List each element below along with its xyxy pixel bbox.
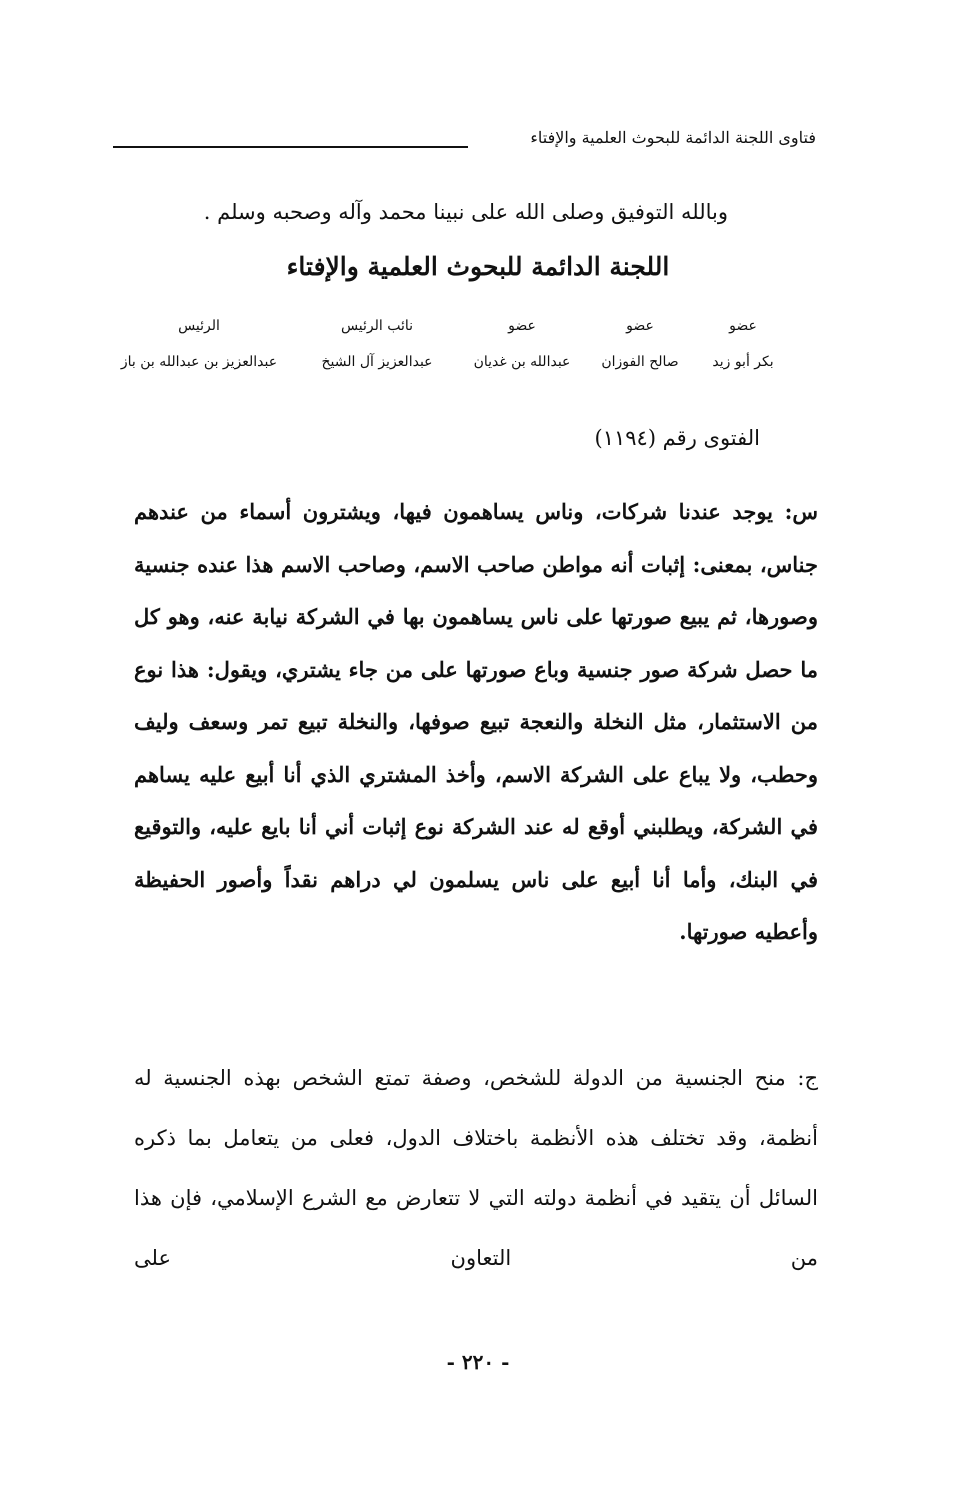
- fatwa-number: الفتوى رقم (١١٩٤): [594, 426, 760, 450]
- signatory-role: الرئيس: [178, 318, 220, 334]
- signatory-role: عضو: [626, 318, 654, 334]
- signatory-name: عبدالعزيز بن عبدالله بن باز: [120, 354, 278, 370]
- signatory-name: عبدالعزيز آل الشيخ: [321, 354, 433, 370]
- signatory-name: صالح الفوزان: [601, 354, 679, 370]
- committee-title: اللجنة الدائمة للبحوث العلمية والإفتاء: [286, 252, 670, 281]
- question-paragraph: س: يوجد عندنا شركات، وناس يساهمون فيها، ويشترون أسماء من عندهم جناس، بمعنى: إثبات أنه مواطن صاحب الاسم، وصاحب الاسم هذا عنده جنسية وصورها، ثم يبيع صورتها على ناس يساهمون بها في الشركة نيابة عنه، وهو كل ما حصل شركة صور جنسية وباع صورتها على من جاء يشتري، ويقول: هذا نوع من الاستثمار، مثل النخلة والنعجة تبيع صوفها، والنخلة تبيع تمر وسعف وليف وحطب، ولا يباع على الشركة الاسم، وأخذ المشتري الذي أنا أبيع عليه يساهم في الشركة، ويطلبني أوقع له عند الشركة نوع إثبات أني أنا بايع عليه، والتوقيع في البنك، وأما أنا أبيع على ناس يسلمون لي دراهم نقداً وأصور الحفيظة وأعطيه صورتها.: [134, 499, 818, 944]
- closing-formula: وبالله التوفيق وصلى الله على نبينا محمد وآله وصحبه وسلم .: [203, 200, 728, 224]
- page-number: - ٢٢٠ -: [446, 1350, 510, 1374]
- signatory-name: بكر أبو زيد: [712, 354, 774, 370]
- answer-paragraph: ج: منح الجنسية من الدولة للشخص، وصفة تمتع الشخص بهذه الجنسية له أنظمة، وقد تختلف هذه الأنظمة باختلاف الدول، فعلى من يتعامل بما ذكره السائل أن يتقيد في أنظمة دولته التي لا تتعارض مع الشرع الإسلامي، فإن هذا من التعاون على: [134, 1066, 818, 1270]
- running-header: فتاوى اللجنة الدائمة للبحوث العلمية والإفتاء: [530, 128, 816, 147]
- signatory-role: عضو: [729, 318, 757, 334]
- signatory-role: نائب الرئيس: [340, 318, 414, 334]
- signatory-name: عبدالله بن غديان: [473, 354, 571, 370]
- header-rule: [113, 146, 468, 148]
- signatory-role: عضو: [508, 318, 536, 334]
